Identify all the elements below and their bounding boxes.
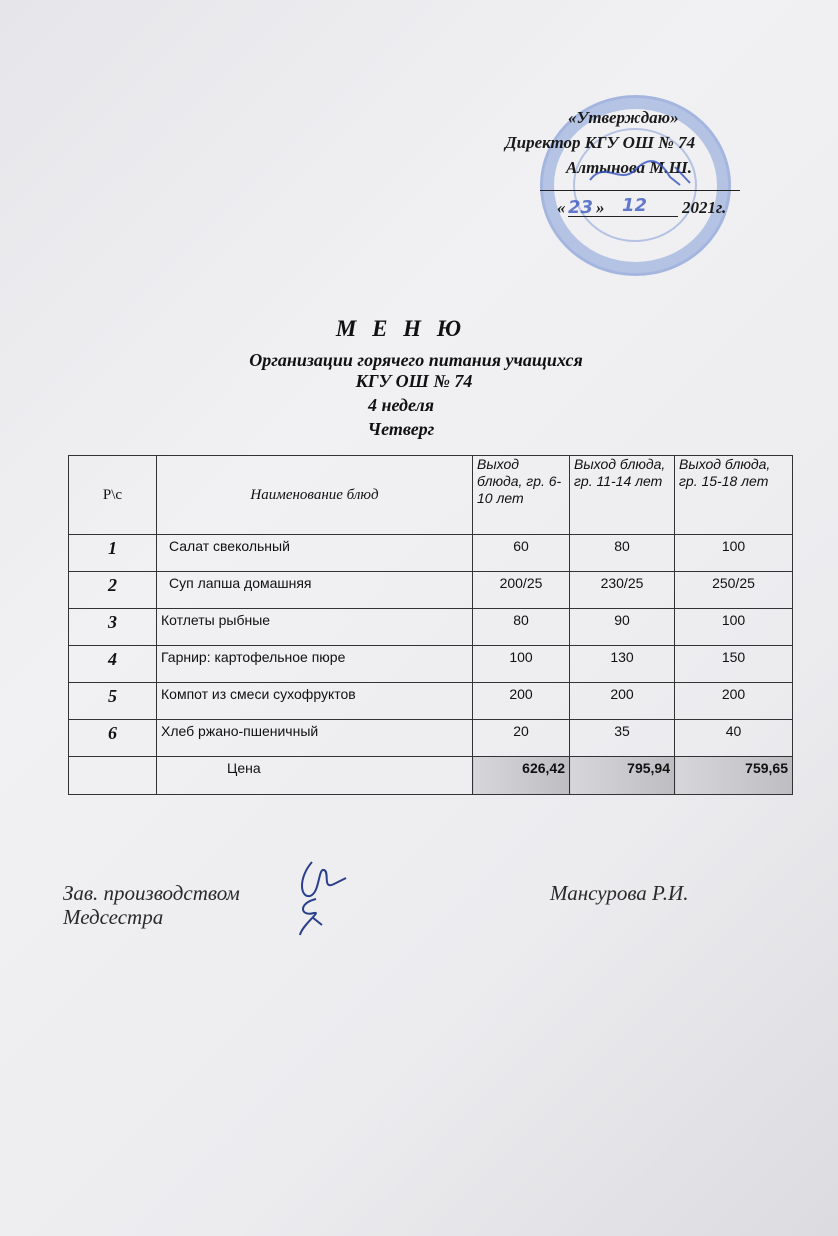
row-number: 1 — [69, 535, 157, 572]
portion-6-10: 60 — [473, 535, 570, 572]
portion-15-18: 100 — [675, 609, 793, 646]
approval-month: 12 — [622, 195, 648, 216]
table-row — [69, 535, 793, 572]
portion-11-14: 200 — [570, 683, 675, 720]
portion-15-18: 200 — [675, 683, 793, 720]
portion-6-10: 100 — [473, 646, 570, 683]
approval-year: 2021г. — [682, 198, 727, 217]
price-11-14: 795,94 — [570, 757, 675, 795]
approval-director-name: Алтынова М.Ш. — [566, 158, 693, 177]
director-signature — [585, 155, 705, 195]
approval-date-mid: » — [596, 198, 605, 217]
portion-11-14: 80 — [570, 535, 675, 572]
subtitle-day: Четверг — [367, 419, 435, 439]
portion-15-18: 150 — [675, 646, 793, 683]
price-15-18: 759,65 — [675, 757, 793, 795]
col-header-number: Р\с — [69, 456, 157, 535]
price-empty-cell — [69, 757, 157, 795]
row-number: 4 — [69, 646, 157, 683]
table-row — [69, 720, 793, 757]
portion-6-10: 20 — [473, 720, 570, 757]
col-header-age-15-18: Выход блюда, гр. 15-18 лет — [675, 456, 793, 535]
nurse-signature — [292, 895, 332, 940]
dish-name: Суп лапша домашняя — [157, 572, 473, 609]
portion-11-14: 90 — [570, 609, 675, 646]
portion-11-14: 130 — [570, 646, 675, 683]
row-number: 3 — [69, 609, 157, 646]
subtitle-line1: Организации горячего питания учащихся — [249, 350, 583, 370]
dish-name: Котлеты рыбные — [157, 609, 473, 646]
col-header-age-11-14: Выход блюда, гр. 11-14 лет — [570, 456, 675, 535]
menu-table — [68, 455, 793, 795]
row-number: 5 — [69, 683, 157, 720]
approval-heading: «Утверждаю» — [568, 108, 679, 127]
price-row — [69, 757, 793, 795]
price-label: Цена — [157, 757, 473, 795]
col-header-name: Наименование блюд — [157, 456, 473, 535]
portion-6-10: 200/25 — [473, 572, 570, 609]
table-row — [69, 572, 793, 609]
portion-6-10: 200 — [473, 683, 570, 720]
portion-11-14: 230/25 — [570, 572, 675, 609]
dish-name: Гарнир: картофельное пюре — [157, 646, 473, 683]
row-number: 2 — [69, 572, 157, 609]
portion-11-14: 35 — [570, 720, 675, 757]
table-header-row — [69, 456, 793, 535]
dish-name: Салат свекольный — [157, 535, 473, 572]
table-row — [69, 683, 793, 720]
portion-15-18: 250/25 — [675, 572, 793, 609]
footer-role-nurse: Медсестра — [63, 905, 164, 929]
portion-6-10: 80 — [473, 609, 570, 646]
dish-name: Компот из смеси сухофруктов — [157, 683, 473, 720]
footer-role-production: Зав. производством — [63, 881, 240, 905]
dish-name: Хлеб ржано-пшеничный — [157, 720, 473, 757]
portion-15-18: 40 — [675, 720, 793, 757]
row-number: 6 — [69, 720, 157, 757]
price-6-10: 626,42 — [473, 757, 570, 795]
approval-date-open: « — [557, 198, 566, 217]
menu-title: М Е Н Ю — [335, 316, 467, 341]
table-row — [69, 646, 793, 683]
portion-15-18: 100 — [675, 535, 793, 572]
approval-director: Директор КГУ ОШ № 74 — [505, 133, 696, 152]
col-header-age-6-10: Выход блюда, гр. 6-10 лет — [473, 456, 570, 535]
subtitle-line2: КГУ ОШ № 74 — [355, 371, 473, 391]
subtitle-week: 4 неделя — [367, 395, 434, 415]
table-row — [69, 609, 793, 646]
footer-name-production: Мансурова Р.И. — [550, 881, 689, 905]
approval-day: 23 — [568, 197, 594, 218]
